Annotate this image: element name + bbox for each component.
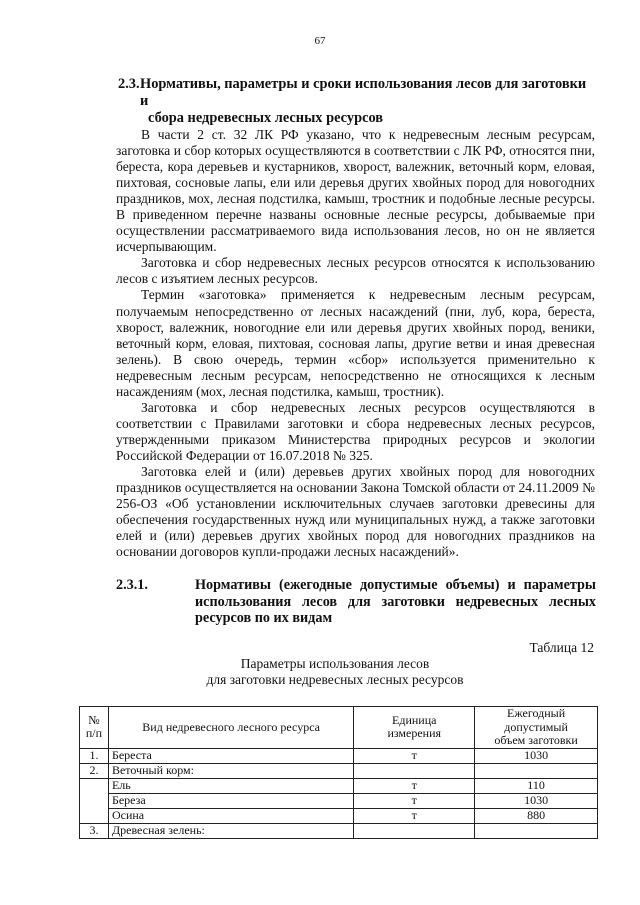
header-volume (475, 707, 598, 749)
cell-unit: т (354, 778, 475, 793)
section-title-line-2: сбора недревесных лесных ресурсов (148, 110, 384, 126)
header-unit-line-2: измерения (387, 726, 442, 741)
cell-volume: 110 (475, 778, 598, 793)
cell-num: 3. (80, 823, 109, 838)
table-row (80, 748, 598, 763)
section-number: 2.3. (118, 76, 140, 92)
cell-volume (475, 763, 598, 778)
header-volume-line-3: объем заготовки (494, 733, 578, 747)
table-row (80, 763, 598, 778)
cell-resource: Береста (108, 748, 353, 763)
cell-num: 2. (80, 763, 109, 778)
table-header-row (80, 707, 598, 749)
cell-volume: 1030 (475, 793, 598, 808)
cell-unit: т (354, 808, 475, 823)
paragraph: Заготовка елей и (или) деревьев других хвойных пород для новогодних праздников осуществляется на основании Закона Томской области от 24.11.2009 № 256-ОЗ «Об установлении исключительных случаев заготовки древесины для обеспечения государственных нужд или муниципальных нужд, а также заготовки елей и (или) деревьев других хвойных пород для новогодних праздников на основании договоров купли-продажи лесных насаждений». (116, 463, 595, 560)
subsection-heading (116, 577, 596, 627)
cell-unit (354, 763, 475, 778)
paragraph: Термин «заготовка» применяется к недревесным лесным ресурсам, получаемым непосредственно от лесных насаждений (пни, луб, кора, береста, хворост, валежник, новогодние ели или деревья других хвойных пород, веники, веточный корм, еловая, пихтовая, сосновая лапы, другие ветви и иная древесная зелень). В свою очередь, термин «сбор» используется применительно к недревесным лесным ресурсам, непосредственно не относящихся к лесным насаждениям (мох, лесная подстилка, камыш, тростник). (116, 287, 595, 399)
subsection-number: 2.3.1. (116, 577, 148, 593)
cell-volume: 880 (475, 808, 598, 823)
cell-resource: Древесная зелень: (108, 823, 353, 838)
header-unit-line-1: Единица (392, 712, 437, 727)
paragraph: Заготовка и сбор недревесных лесных ресурсов относятся к использованию лесов с изъятием лесных ресурсов. (116, 255, 595, 287)
cell-resource: Осина (108, 808, 353, 823)
header-unit (354, 707, 475, 749)
table-caption (0, 656, 640, 688)
cell-resource: Ель (108, 778, 353, 793)
table-caption-line-1: Параметры использования лесов (240, 656, 430, 671)
paragraph: Заготовка и сбор недревесных лесных ресурсов осуществляются в соответствии с Правилами заготовки и сбора недревесных лесных ресурсов, утвержденными приказом Министерства природных ресурсов и экологии Российской Федерации от 16.07.2018 № 325. (116, 399, 595, 463)
header-resource: Вид недревесного лесного ресурса (108, 707, 353, 749)
table-row (80, 823, 598, 838)
cell-resource: Береза (108, 793, 353, 808)
section-title-line-1: Нормативы, параметры и сроки использования лесов для заготовки и (140, 76, 587, 109)
header-num-line-2: п/п (85, 726, 103, 741)
header-num (80, 707, 109, 749)
cell-resource: Веточный корм: (108, 763, 353, 778)
subsection-title: Нормативы (ежегодные допустимые объемы) и параметры использования лесов для заготовки недревесных лесных ресурсов по их видам (195, 577, 596, 626)
paragraph: В части 2 ст. 32 ЛК РФ указано, что к недревесным лесным ресурсам, заготовка и сбор которых осуществляются в соответствии с ЛК РФ, относятся пни, береста, кора деревьев и кустарников, хворост, валежник, веточный корм, еловая, пихтовая, сосновые лапы, ели или деревья других хвойных пород для новогодних праздников, мох, лесная подстилка, камыш, тростник и подобные лесные ресурсы. В приведенном перечне названы основные лесные ресурсы, добываемые при осуществлении рассматриваемого вида использования лесов, но он не является исчерпывающим. (116, 127, 595, 255)
header-num-line-1: № (88, 712, 100, 727)
header-volume-line-2: допустимый (504, 719, 568, 734)
page-number: 67 (314, 35, 326, 47)
section-heading (118, 76, 598, 127)
cell-unit (354, 823, 475, 838)
cell-unit: т (354, 748, 475, 763)
cell-volume: 1030 (475, 748, 598, 763)
cell-volume (475, 823, 598, 838)
table-caption-line-2: для заготовки недревесных лесных ресурсов (206, 672, 464, 687)
table-label: Таблица 12 (529, 640, 594, 655)
table-row (80, 778, 598, 793)
table-row (80, 793, 598, 808)
resource-table (79, 706, 598, 839)
cell-unit: т (354, 793, 475, 808)
table-row (80, 808, 598, 823)
body-text (116, 127, 595, 560)
cell-num (80, 778, 109, 823)
header-volume-line-1: Ежегодный (507, 706, 566, 720)
cell-num: 1. (80, 748, 109, 763)
